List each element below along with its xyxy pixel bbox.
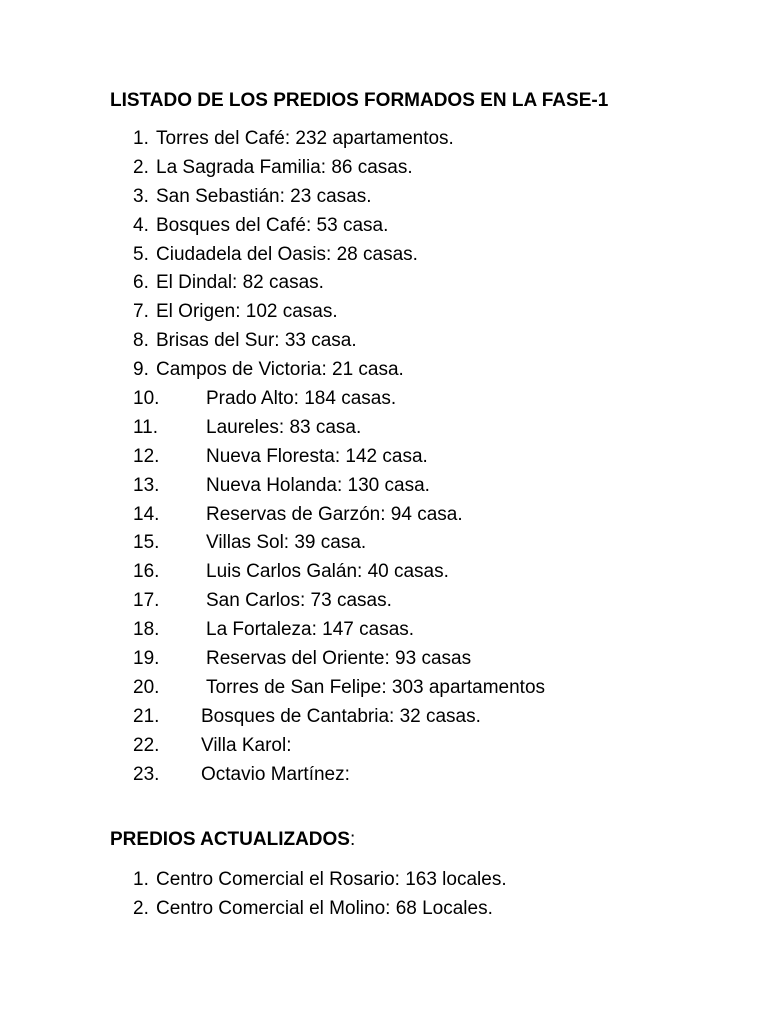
item-number: 2. — [133, 897, 149, 919]
updated-list-title-text: PREDIOS ACTUALIZADOS — [110, 829, 350, 850]
item-number: 1. — [133, 128, 149, 149]
item-number: 17. — [133, 590, 160, 612]
item-text: Villas Sol: 39 casa. — [206, 532, 367, 554]
item-text: El Origen: 102 casas. — [156, 301, 338, 323]
item-text: Ciudadela del Oasis: 28 casas. — [156, 243, 418, 265]
item-number: 5. — [133, 243, 149, 265]
item-text: Nueva Holanda: 130 casa. — [206, 474, 430, 496]
item-number: 6. — [133, 272, 149, 294]
item-text: Nueva Floresta: 142 casa. — [206, 445, 428, 467]
item-text: San Carlos: 73 casas. — [206, 590, 392, 612]
item-number: 9. — [133, 359, 149, 381]
item-text: Campos de Victoria: 21 casa. — [156, 359, 404, 381]
item-text: La Fortaleza: 147 casas. — [206, 619, 415, 641]
item-number: 2. — [133, 156, 149, 178]
item-text: Torres del Café: 232 apartamentos. — [156, 128, 454, 149]
updated-list-title-colon: : — [349, 829, 356, 850]
item-text: Centro Comercial el Rosario: 163 locales. — [156, 869, 507, 890]
item-number: 10. — [133, 388, 160, 410]
item-number: 19. — [133, 648, 160, 670]
item-text: Torres de San Felipe: 303 apartamentos — [206, 676, 546, 698]
item-text: Prado Alto: 184 casas. — [206, 388, 397, 410]
item-number: 4. — [133, 214, 149, 236]
item-text: El Dindal: 82 casas. — [156, 272, 324, 294]
item-text: Bosques de Cantabria: 32 casas. — [201, 705, 481, 727]
item-number: 18. — [133, 619, 160, 641]
item-number: 22. — [133, 734, 160, 756]
item-text: Reservas del Oriente: 93 casas — [206, 648, 472, 670]
item-text: Centro Comercial el Molino: 68 Locales. — [156, 897, 493, 919]
item-text: Octavio Martínez: — [201, 763, 350, 785]
item-number: 16. — [133, 561, 160, 583]
item-number: 23. — [133, 763, 160, 785]
item-number: 15. — [133, 532, 160, 554]
item-number: 7. — [133, 301, 149, 323]
phase-list-title: LISTADO DE LOS PREDIOS FORMADOS EN LA FASE-1 — [110, 90, 609, 111]
item-number: 8. — [133, 330, 149, 352]
item-number: 12. — [133, 445, 160, 467]
item-number: 13. — [133, 474, 160, 496]
item-number: 20. — [133, 676, 160, 698]
item-text: Luis Carlos Galán: 40 casas. — [206, 561, 449, 583]
item-text: La Sagrada Familia: 86 casas. — [156, 156, 413, 178]
item-number: 3. — [133, 185, 149, 207]
item-text: San Sebastián: 23 casas. — [156, 185, 372, 207]
item-text: Bosques del Café: 53 casa. — [156, 214, 389, 236]
item-number: 14. — [133, 503, 160, 525]
item-text: Brisas del Sur: 33 casa. — [156, 330, 357, 352]
updated-list-title — [110, 828, 355, 852]
item-text: Laureles: 83 casa. — [206, 416, 362, 438]
item-text: Reservas de Garzón: 94 casa. — [206, 503, 463, 525]
item-text: Villa Karol: — [201, 734, 292, 756]
item-number: 1. — [133, 869, 149, 890]
item-number: 21. — [133, 705, 160, 727]
item-number: 11. — [133, 416, 159, 438]
